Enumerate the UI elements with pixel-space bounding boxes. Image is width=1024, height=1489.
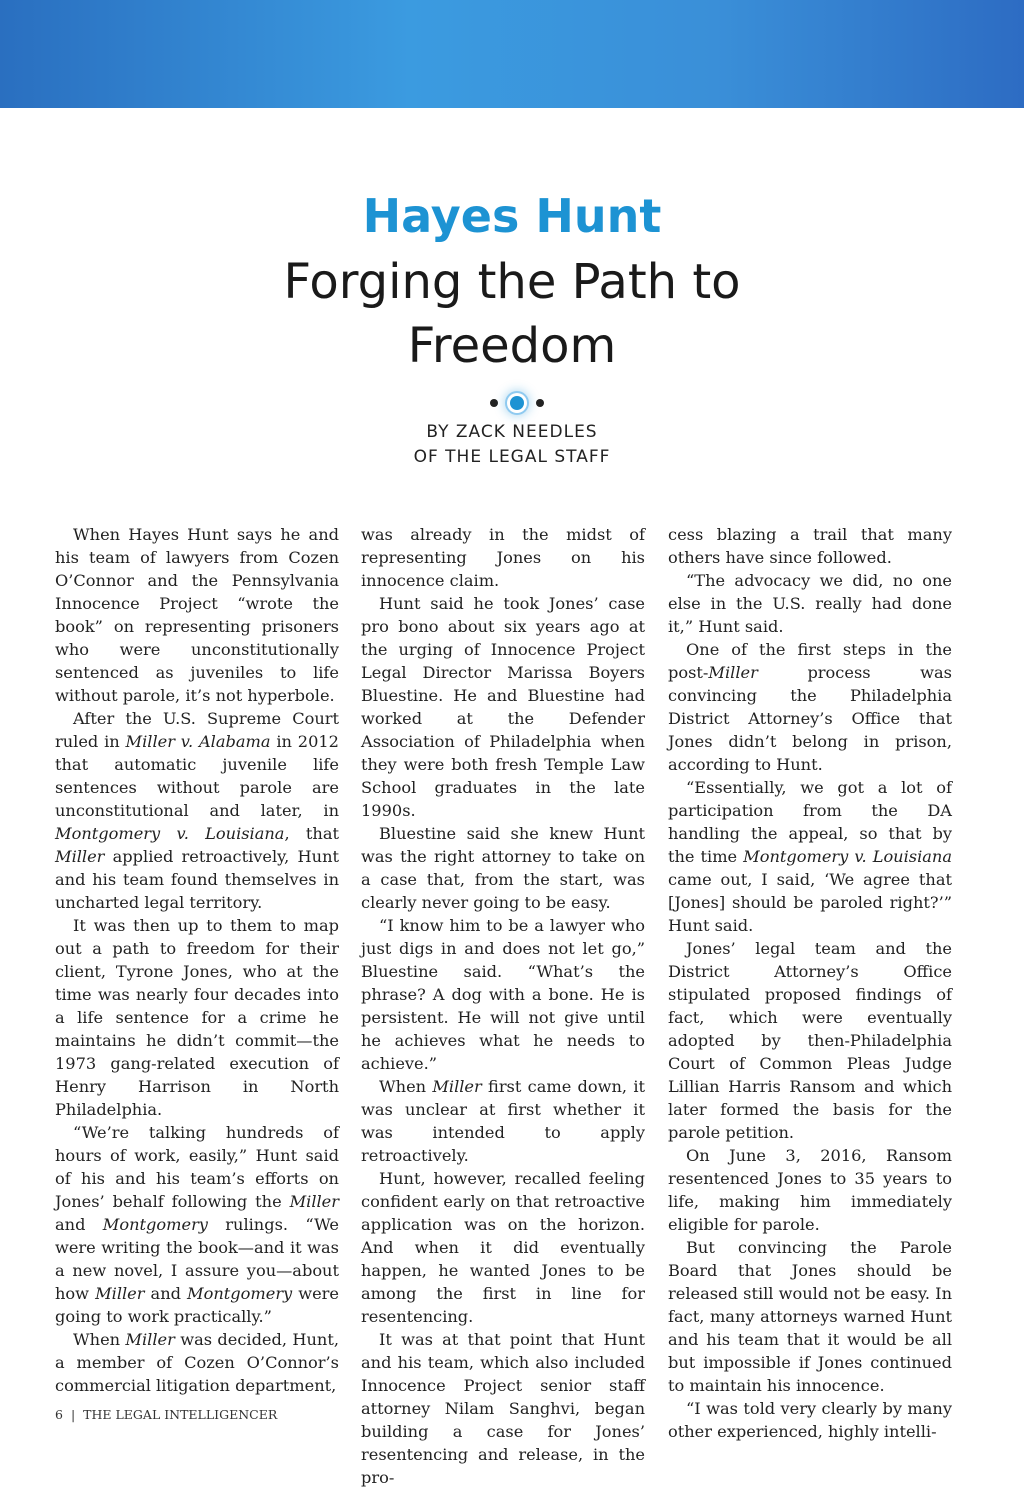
paragraph: It was then up to them to map out a path to freedom for their client, Tyrone Jones, who at the time was nearly four decades into a life sentence for a crime he maintains he didn’t commit—the 1973 gang-related execution of Henry Harrison in North Philadelphia. [55, 916, 339, 1119]
paragraph: cess blazing a trail that many others have since followed. [668, 525, 952, 567]
byline [0, 420, 1024, 470]
paragraph: was already in the midst of representing Jones on his innocence claim. [361, 525, 645, 590]
byline-author: BY ZACK NEEDLES [426, 422, 598, 442]
page-number: 6 [55, 1407, 63, 1422]
paragraph: But convincing the Parole Board that Jones should be released still would not be easy. In fact, many attorneys warned Hunt and his team that it would be all but impossible if Jones continued to maintain his innocence. [668, 1238, 952, 1395]
paragraph: “I was told very clearly by many other experienced, highly intelli- [668, 1399, 952, 1441]
article-title: Forging the Path to Freedom [283, 254, 741, 374]
paragraph: When Miller first came down, it was unclear at first whether it was intended to apply retroactively. [361, 1077, 645, 1165]
publication-name: THE LEGAL INTELLIGENCER [83, 1407, 278, 1422]
paragraph: One of the first steps in the post-Miller process was convincing the Philadelphia District Attorney’s Office that Jones didn’t belong in prison, according to Hunt. [668, 640, 952, 774]
paragraph: It was at that point that Hunt and his team, which also included Innocence Project senior staff attorney Nilam Sanghvi, began building a case for Jones’ resentencing and release, in the pro- [361, 1330, 645, 1487]
byline-affiliation: OF THE LEGAL STAFF [413, 447, 611, 467]
paragraph: Hunt said he took Jones’ case pro bono about six years ago at the urging of Innocence Project Legal Director Marissa Boyers Bluestine. He and Bluestine had worked at the Defender Association of Philadelphia when they were both fresh Temple Law School graduates in the late 1990s. [361, 594, 645, 820]
paragraph: “We’re talking hundreds of hours of work, easily,” Hunt said of his and his team’s efforts on Jones’ behalf following the Miller and Montgomery rulings. “We were writing the book—and it was a new novel, I assure you—about how Miller and Montgomery were going to work practically.” [55, 1123, 339, 1326]
paragraph: Bluestine said she knew Hunt was the right attorney to take on a case that, from the start, was clearly never going to be easy. [361, 824, 645, 912]
paragraph: Jones’ legal team and the District Attorney’s Office stipulated proposed findings of fact, which were eventually adopted by then-Philadelphia Court of Common Pleas Judge Lillian Harris Ransom and which later formed the basis for the parole petition. [668, 939, 952, 1142]
header-banner [0, 0, 1024, 108]
footer-separator: | [70, 1407, 76, 1422]
paragraph: On June 3, 2016, Ransom resentenced Jones to 35 years to life, making him immediately eligible for parole. [668, 1146, 952, 1234]
page-footer [55, 1407, 277, 1422]
paragraph: When Miller was decided, Hunt, a member of Cozen O’Connor’s commercial litigation department, [55, 1330, 339, 1395]
ornament-dot-center [510, 396, 524, 410]
paragraph: “Essentially, we got a lot of participation from the DA handling the appeal, so that by the time Montgomery v. Louisiana came out, I said, ‘We agree that [Jones] should be paroled right?’” Hunt said. [668, 778, 952, 935]
ornament-dots [490, 394, 544, 412]
article-column-1 [55, 523, 339, 1397]
paragraph: After the U.S. Supreme Court ruled in Miller v. Alabama in 2012 that automatic juvenile life sentences without parole are unconstitutional and later, in Montgomery v. Louisiana, that Miller applied retroactively, Hunt and his team found themselves in uncharted legal territory. [55, 709, 339, 912]
article-column-3 [668, 523, 952, 1443]
ornament-dot-right [536, 399, 544, 407]
ornament-dot-left [490, 399, 498, 407]
paragraph: Hunt, however, recalled feeling confident early on that retroactive application was on the horizon. And when it did eventually happen, he wanted Jones to be among the first in line for resentencing. [361, 1169, 645, 1326]
paragraph: “The advocacy we did, no one else in the U.S. really had done it,” Hunt said. [668, 571, 952, 636]
article-kicker: Hayes Hunt [362, 189, 662, 243]
article-column-2 [361, 523, 645, 1489]
paragraph: “I know him to be a lawyer who just digs in and does not let go,” Bluestine said. “What’s the phrase? A dog with a bone. He is persistent. He will not give until he achieves what he needs to achieve.” [361, 916, 645, 1073]
paragraph: When Hayes Hunt says he and his team of lawyers from Cozen O’Connor and the Pennsylvania Innocence Project “wrote the book” on representing prisoners who were unconstitutionally sentenced as juveniles to life without parole, it’s not hyperbole. [55, 525, 339, 705]
